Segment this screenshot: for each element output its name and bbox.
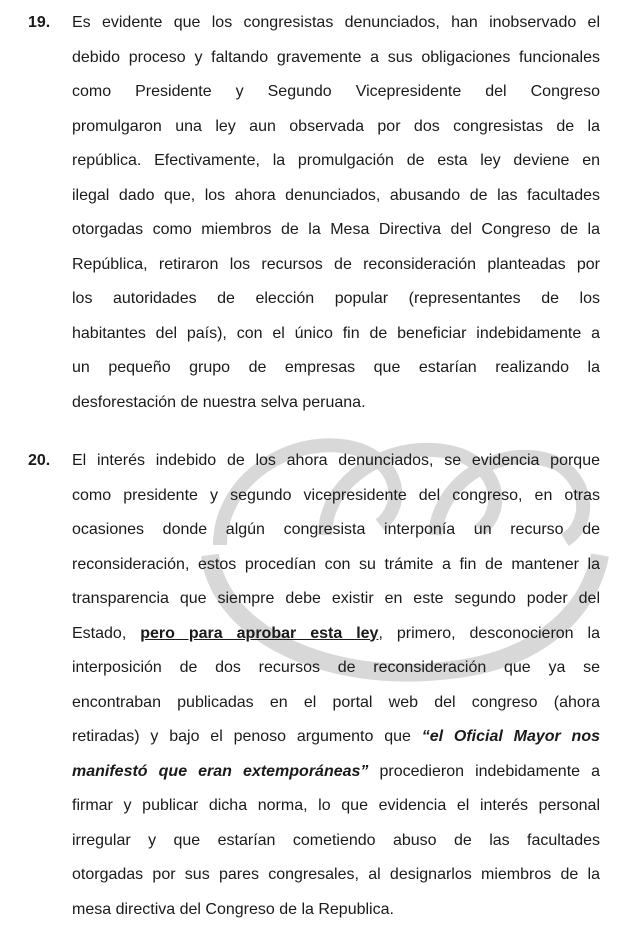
text-line: un pequeño grupo de empresas que estarían realizando la <box>72 359 600 376</box>
text-run: Estado, <box>72 624 141 642</box>
text-line: ocasiones donde algún congresista interponía un recurso de <box>72 521 600 538</box>
underlined-phrase: pero para aprobar esta ley <box>140 624 379 642</box>
text-run: procedieron indebidamente a <box>368 762 600 780</box>
text-line: como presidente y segundo vicepresidente del congreso, en otras <box>72 486 600 504</box>
text-line: los autoridades de elección popular (representantes de los <box>72 290 600 307</box>
paragraph-number: 20. <box>28 452 51 469</box>
quoted-phrase: manifestó que eran extemporáneas” <box>72 762 369 780</box>
text-line: República, retiraron los recursos de reconsideración planteadas por <box>72 255 600 273</box>
text-line: transparencia que siempre debe existir en este segundo poder del <box>72 590 600 607</box>
text-line: desforestación de nuestra selva peruana. <box>72 393 366 411</box>
text-line: interposición de dos recursos de reconsideración que ya se <box>72 659 600 676</box>
text-line: como Presidente y Segundo Vicepresidente del Congreso <box>72 83 600 100</box>
text-line: debido proceso y faltando gravemente a sus obligaciones funcionales <box>72 48 600 66</box>
text-line: El interés indebido de los ahora denunciados, se evidencia porque <box>72 452 600 469</box>
text-line: firmar y publicar dicha norma, lo que evidencia el interés personal <box>72 797 600 814</box>
text-line: Es evidente que los congresistas denunciados, han inobservado el <box>72 14 600 31</box>
text-line: otorgadas por sus pares congresales, al designarlos miembros de la <box>72 866 600 883</box>
paragraph-number: 19. <box>28 14 51 31</box>
text-run: retiradas) y bajo el penoso argumento que <box>72 728 411 745</box>
text-line: otorgadas como miembros de la Mesa Directiva del Congreso de la <box>72 221 600 238</box>
text-line: mesa directiva del Congreso de la Republica. <box>72 900 394 918</box>
text-line: república. Efectivamente, la promulgación de esta ley deviene en <box>72 152 600 169</box>
quoted-phrase: “el Oficial Mayor nos <box>421 728 600 745</box>
text-line-mixed <box>72 720 600 755</box>
text-line: encontraban publicadas en el portal web del congreso (ahora <box>72 693 600 711</box>
text-line: promulgaron una ley aun observada por dos congresistas de la <box>72 117 600 135</box>
text-line-mixed <box>72 617 600 652</box>
text-line: irregular y que estarían cometiendo abuso de las facultades <box>72 831 600 849</box>
text-line: reconsideración, estos procedían con su trámite a fin de mantener la <box>72 555 600 573</box>
text-line-mixed <box>72 755 600 790</box>
text-line: habitantes del país), con el único fin de beneficiar indebidamente a <box>72 324 600 342</box>
text-line: ilegal dado que, los ahora denunciados, abusando de las facultades <box>72 186 600 204</box>
text-run: , primero, desconocieron la <box>378 624 600 642</box>
